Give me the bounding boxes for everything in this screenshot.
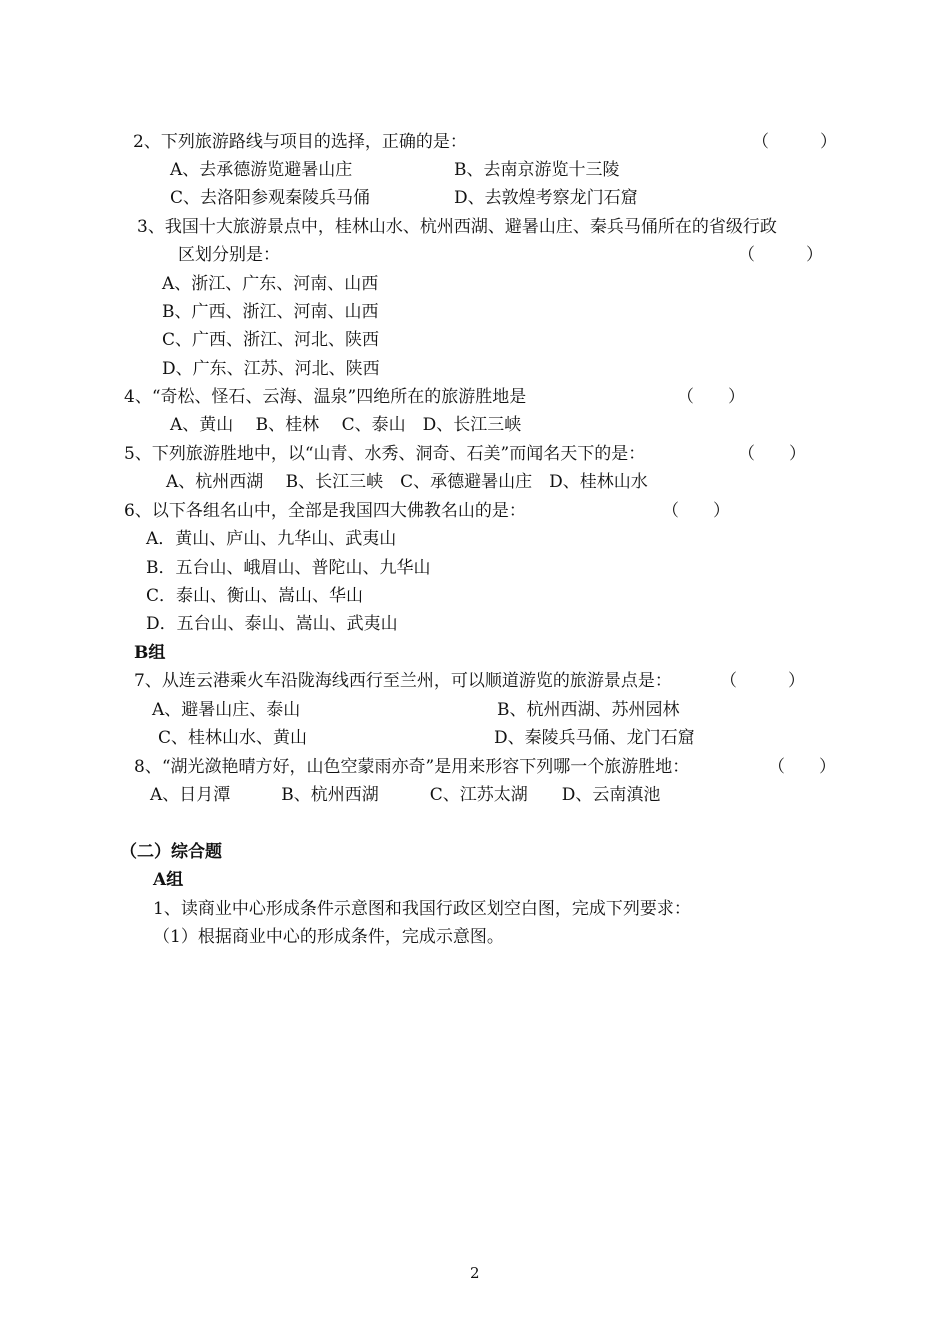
- q8-stem: 8、“湖光潋艳晴方好，山色空蒙雨亦奇”是用来形容下列哪一个旅游胜地：: [134, 757, 690, 777]
- section2-title: （二）综合题: [120, 842, 222, 862]
- q3-stem: 3、我国十大旅游景点中，桂林山水、杭州西湖、避暑山庄、秦兵马俑所在的省级行政: [137, 217, 777, 237]
- q7-stem: 7、从连云港乘火车沿陇海线西行至兰州，可以顺道游览的旅游景点是：: [134, 671, 672, 691]
- q8-answer-paren: （ ）: [768, 757, 836, 777]
- q4-options: A、黄山 B、桂林 C、泰山 D、长江三峡: [170, 415, 522, 435]
- q6-option-c: C．泰山、衡山、嵩山、华山: [146, 586, 364, 606]
- q6-stem: 6、以下各组名山中，全部是我国四大佛教名山的是：: [124, 501, 526, 521]
- q2-stem: 2、下列旅游路线与项目的选择，正确的是：: [133, 132, 467, 152]
- q7-option-d: D、秦陵兵马俑、龙门石窟: [494, 728, 695, 748]
- q5-options: A、杭州西湖 B、长江三峡 C、承德避暑山庄 D、桂林山水: [166, 472, 648, 492]
- section2-q1-part1: （1）根据商业中心的形成条件，完成示意图。: [153, 927, 504, 947]
- q5-answer-paren: （ ）: [738, 444, 806, 464]
- group-b-heading: B组: [134, 643, 166, 663]
- q6-answer-paren: （ ）: [662, 501, 730, 521]
- q2-option-b: B、去南京游览十三陵: [454, 160, 620, 180]
- q7-option-c: C、桂林山水、黄山: [158, 728, 308, 748]
- q3-stem-continued: 区划分别是：: [178, 245, 280, 265]
- q3-option-d: D、广东、江苏、河北、陕西: [162, 359, 380, 379]
- q7-option-b: B、杭州西湖、苏州园林: [497, 700, 680, 720]
- q2-answer-paren: （ ）: [752, 132, 837, 152]
- q3-option-a: A、浙江、广东、河南、山西: [162, 274, 379, 294]
- q6-option-a: A．黄山、庐山、九华山、武夷山: [146, 529, 397, 549]
- q2-option-a: A、去承德游览避暑山庄: [170, 160, 353, 180]
- q6-option-b: B．五台山、峨眉山、普陀山、九华山: [146, 558, 431, 578]
- q3-answer-paren: （ ）: [738, 245, 823, 265]
- q4-stem: 4、“奇松、怪石、云海、温泉”四绝所在的旅游胜地是: [124, 387, 527, 407]
- page-number: 2: [470, 1264, 480, 1282]
- q6-option-d: D．五台山、泰山、嵩山、武夷山: [146, 614, 398, 634]
- q8-options: A、日月潭 B、杭州西湖 C、江苏太湖 D、云南滇池: [150, 785, 661, 805]
- q2-option-d: D、去敦煌考察龙门石窟: [454, 188, 638, 208]
- q7-answer-paren: （ ）: [720, 671, 805, 691]
- q3-option-c: C、广西、浙江、河北、陕西: [162, 330, 380, 350]
- q5-stem: 5、下列旅游胜地中，以“山青、水秀、洞奇、石美”而闻名天下的是：: [124, 444, 646, 464]
- q2-option-c: C、去洛阳参观秦陵兵马俑: [170, 188, 371, 208]
- q7-option-a: A、避暑山庄、泰山: [152, 700, 301, 720]
- section2-q1: 1、读商业中心形成条件示意图和我国行政区划空白图，完成下列要求：: [153, 899, 691, 919]
- section2-group-a: A组: [153, 870, 184, 890]
- q4-answer-paren: （ ）: [677, 387, 745, 407]
- q3-option-b: B、广西、浙江、河南、山西: [162, 302, 379, 322]
